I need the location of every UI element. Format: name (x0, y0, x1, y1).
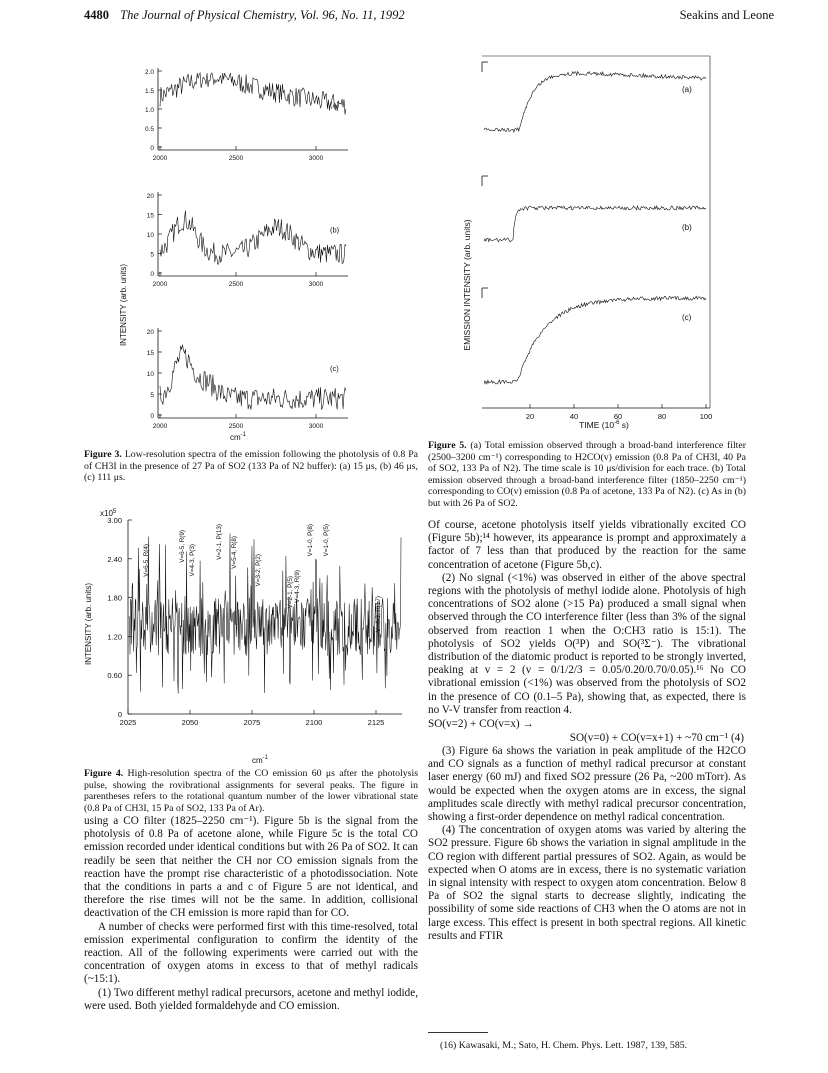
page-header (84, 8, 774, 28)
x-tick-label: 2050 (181, 718, 199, 727)
trace-label: (b) (682, 223, 692, 232)
peak-assignment: V=4-3, R(17) (375, 596, 382, 633)
fig5-xlabel: TIME ($10^{-6}$ s) (579, 420, 629, 430)
y-tick-label: 3.00 (107, 516, 122, 525)
x-tick-label: 2100 (305, 718, 323, 727)
y-tick-label: 1.80 (107, 593, 122, 603)
spectrum-trace (160, 345, 346, 410)
fig3-xlabel: $cm^{-1}$ (229, 432, 247, 442)
emission-trace (484, 296, 706, 384)
peak-assignment: V=1-0, P(8) (307, 524, 314, 557)
y-tick-label: 2.0 (144, 69, 154, 76)
x-tick-label: 100 (699, 412, 713, 421)
emission-trace (484, 72, 706, 133)
y-tick-label: 5 (150, 392, 154, 399)
left-paragraph: using a CO filter (1825–2250 cm⁻¹). Figure 5b is the signal from the photolysis of 0.8 Pa of acetone alone, while Figure 5c is the total CO emission recorded under identical conditions but with 26 Pa of SO2. It can readily be seen that neither the CH nor CO emission signals from the reaction have the prompt rise characteristic of a photodissociation. Note that the conditions in parts a and c of Figure 5 are not identical, and therefore the rise times will not be the same. In addition, collisional deactivation of the CH emission is more rapid than for CO. (84, 815, 419, 920)
x-tick-label: 40 (569, 412, 579, 421)
left-column (84, 815, 418, 1013)
fig3-caption-text: Low-resolution spectra of the emission following the photolysis of 0.8 Pa of CH3I in the presence of 27 Pa of SO2 (133 Pa of N2 buffer): (a) 15 μs, (b) 46 μs, (c) 111 μs. (84, 449, 418, 484)
panel-label: (a) (330, 100, 340, 110)
peak-assignment: V=5-4, R(8) (231, 536, 238, 569)
y-tick-label: 5 (150, 251, 154, 259)
panel-label: (c) (330, 364, 339, 374)
emission-trace (484, 206, 706, 242)
fig4-ylabel: INTENSITY (arb. units) (84, 582, 93, 666)
x-tick-label: 80 (657, 412, 667, 421)
peak-assignment: V=2-1, P(5) (287, 576, 294, 609)
trace-label: (c) (682, 313, 692, 322)
spectrum-trace (160, 211, 346, 265)
x-tick-label: 2000 (152, 281, 168, 288)
right-paragraph: (3) Figure 6a shows the variation in peak amplitude of the H2CO and CO signals as a function of methyl radical precursor at constant laser energy (60 mJ) and fixed SO2 pressure (26 Pa, ~200 mTorr). As would be expected when the oxygen atoms are in excess, the signal amplitudes scale directly with methyl radical precursor concentration, showing a first-order dependence on methyl radical concentration. (428, 745, 746, 824)
fig3-panel-a (145, 68, 348, 162)
figure-5 (456, 50, 726, 435)
fig4-scale: $x10^5$ (100, 509, 117, 518)
y-tick-label: 0 (150, 145, 154, 152)
x-tick-label: 2075 (243, 718, 261, 727)
fig5-caption-label: Figure 5. (428, 440, 467, 451)
y-tick-label: 0 (150, 413, 154, 420)
footnote-rule (428, 1032, 488, 1033)
y-tick-label: 1.20 (107, 632, 122, 642)
equation-line-2: SO(v=0) + CO(v=x+1) + ~70 cm⁻¹ (4) (569, 732, 744, 745)
fig5-ylabel: EMISSION INTENSITY (arb. units) (462, 219, 472, 351)
fig4-caption-text: High-resolution spectra of the CO emission 60 μs after the photolysis pulse, showing the rovibrational assignments for several peaks. The figure in parentheses refers to the rotational quantum number of the lower vibrational state (0.8 Pa of CH3I, 15 Pa of SO2, 133 Pa of Ar). (84, 768, 419, 814)
x-tick-label: 2500 (228, 423, 244, 430)
peak-assignment: V=6-5, R(4) (143, 544, 150, 577)
y-tick-label: 0 (150, 271, 154, 278)
y-tick-label: 15 (146, 350, 154, 357)
panel-label: (b) (330, 225, 340, 235)
fig5-plot (482, 56, 712, 421)
running-authors: Seakins and Leone (679, 8, 774, 22)
journal-title: The Journal of Physical Chemistry, Vol. 96, No. 11, 1992 (120, 8, 405, 22)
x-tick-label: 2125 (367, 718, 385, 727)
footnote: (16) Kawasaki, M.; Sato, H. Chem. Phys. Lett. 1987, 139, 585. (440, 1040, 688, 1051)
fig3-panel-c (147, 328, 348, 430)
fig4-xlabel: $cm^{-1}$ (251, 755, 269, 765)
x-tick-label: 20 (525, 412, 535, 421)
y-tick-label: 20 (146, 193, 154, 200)
equation-4 (428, 717, 746, 745)
x-tick-label: 2000 (152, 155, 168, 162)
x-tick-label: 3000 (308, 281, 324, 288)
left-paragraph: (1) Two different methyl radical precursors, acetone and methyl iodide, were used. Both yielded formaldehyde and CO emission. (84, 986, 418, 1012)
y-tick-label: 0.5 (144, 126, 154, 133)
peak-assignment: V=6-5, R(9) (179, 530, 186, 563)
right-paragraph: Of course, acetone photolysis itself yields vibrationally excited CO (Figure 5b);¹⁴ however, its appearance is prompt and approximately a factor of 7 less than that produced by the reaction for the same concentration of acetone (Figure 5b,c). (428, 519, 746, 571)
trace-label: (a) (682, 85, 692, 94)
x-tick-label: 2025 (119, 718, 137, 727)
equation-line-1: SO(v=2) + CO(v=x) → (428, 718, 534, 731)
figure-3 (110, 60, 360, 445)
y-tick-label: 1.0 (144, 107, 154, 114)
y-tick-label: 2.40 (107, 554, 122, 564)
peak-assignment: V=2-1, P(13) (216, 524, 223, 560)
figure-4 (84, 506, 418, 768)
x-tick-label: 2000 (152, 423, 168, 430)
y-tick-label: 0.60 (107, 671, 122, 681)
figure-4-caption (84, 768, 418, 814)
x-tick-label: 3000 (308, 155, 324, 162)
y-tick-label: 1.5 (144, 88, 154, 95)
y-tick-label: 0 (117, 710, 122, 719)
left-paragraph: A number of checks were performed first with this time-resolved, total emission experimental configuration to confirm the identity of the reaction. All of the following experiments were carried out with the concentration of oxygen atoms in excess to that of methyl radicals (~15:1). (84, 920, 418, 986)
right-paragraph: (2) No signal (<1%) was observed in either of the above spectral regions with the photolysis of methyl iodide alone. Photolysis of high concentrations of SO2 alone (>15 Pa) produced a small signal when observed through the CO interference filter (less than 3% of the signal observed from reaction 1 when the O:CH3 ratio is 15:1). The photolysis of SO2 yields O(³P) and SO(³Σ⁻). The vibrational distribution of the diatomic product is reported to be strongly inverted, peaking at v = 2 (v = 0/1/2/3 = 0.05/0.20/0.70/0.05).¹⁶ No CO vibrational emission (<1%) was observed from the photolysis of SO2 in the presence of CO (0.1–5 Pa), showing that, as expected, there is no V-V transfer from reaction 4. (428, 571, 746, 716)
peak-assignment: V=4-3, R(9) (294, 570, 301, 603)
fig5-caption-text: (a) Total emission observed through a broad-band interference filter (2500–3200 cm⁻¹) corresponding to H2CO(v) emission (0.8 Pa of CH3I, 40 Pa of SO2, 133 Pa of N2). The time scale is 10 μs/division for each trace. (b) Total emission observed through a broad-band interference filter (1850–2250 cm⁻¹) corresponding to CO(v) emission (0.8 Pa of acetone, 133 Pa of N2). (c) As in (b) but with 26 Pa of SO2. (428, 440, 747, 509)
fig3-caption-label: Figure 3. (84, 449, 122, 460)
right-column (428, 519, 746, 943)
peak-assignment: V=1-0, P(5) (323, 524, 330, 557)
fig3-ylabel: INTENSITY (arb. units) (119, 263, 128, 347)
x-tick-label: 60 (613, 412, 623, 421)
y-tick-label: 15 (146, 212, 154, 220)
y-tick-label: 10 (146, 371, 154, 378)
fig3-panel-b (147, 192, 348, 288)
figure-3-caption (84, 449, 418, 484)
fig4-caption-label: Figure 4. (84, 768, 124, 779)
y-tick-label: 10 (146, 232, 154, 239)
spectrum-trace (129, 534, 401, 694)
fig4-plot (107, 516, 402, 727)
figure-5-caption (428, 440, 746, 510)
peak-assignment: V=4-3, P(3) (189, 544, 196, 577)
x-tick-label: 2500 (228, 155, 244, 162)
page-number: 4480 (84, 8, 109, 22)
y-tick-label: 20 (146, 329, 154, 336)
x-tick-label: 2500 (228, 281, 244, 288)
spectrum-trace (160, 73, 346, 115)
right-paragraph: (4) The concentration of oxygen atoms was varied by altering the SO2 pressure. Figure 6b shows the variation in signal amplitude in the CO region with different partial pressures of SO2. Again, as would be expected when O atoms are in excess, there is no systematic variation in signal intensity with respect to oxygen atom concentration. Below 8 Pa of SO2 the signal starts to decrease slightly, indicating the possibility of some side reactions of CH3 when the O atoms are not in large excess. This effect is present in both spectral regions. All kinetic results and FTIR (428, 824, 746, 942)
peak-assignment: V=3-2, P(2) (255, 554, 262, 587)
x-tick-label: 3000 (308, 423, 324, 430)
